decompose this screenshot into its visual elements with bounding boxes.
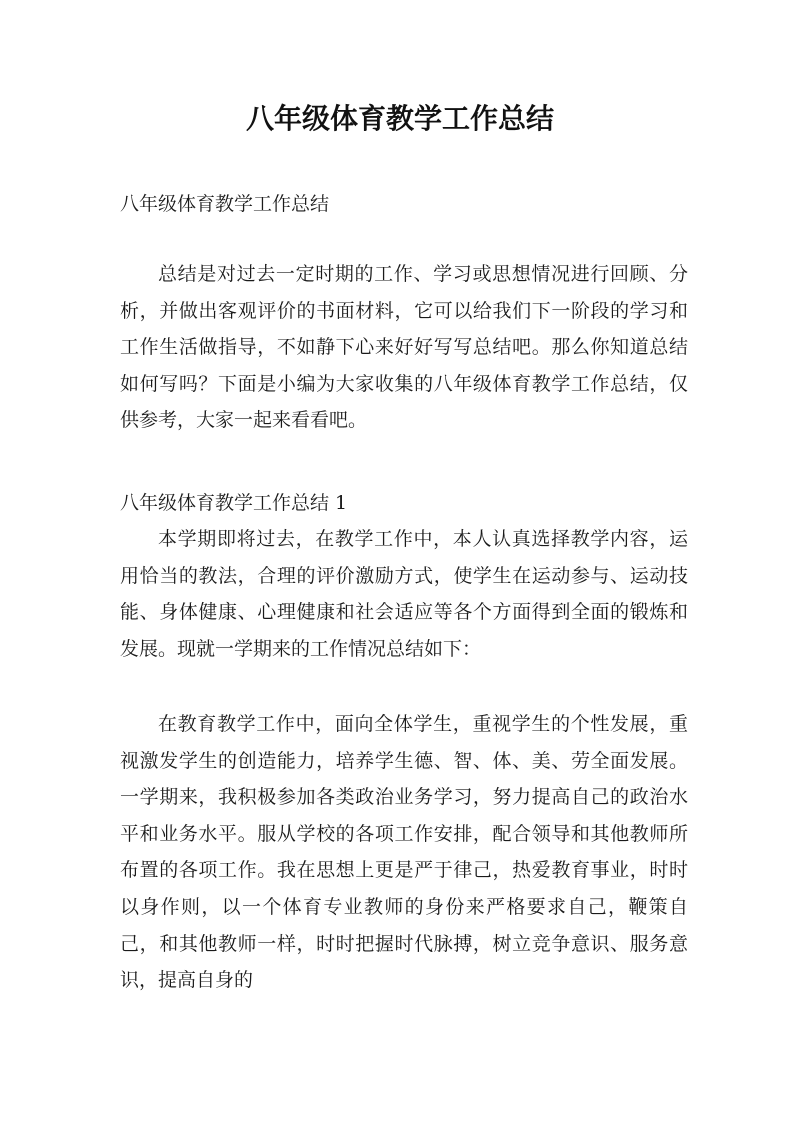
document-subtitle: 八年级体育教学工作总结 — [120, 193, 330, 215]
section-heading: 八年级体育教学工作总结 1 — [120, 492, 348, 514]
body-paragraph-2: 在教育教学工作中，面向全体学生，重视学生的个性发展，重视激发学生的创造能力，培养学生德、智、体、美、劳全面发展。一学期来，我积极参加各类政治业务学习，努力提高自己的政治水平和业务水平。服从学校的各项工作安排，配合领导和其他教师所布置的各项工作。我在思想上更是严于律己，热爱教育事业，时时以身作则，以一个体育专业教师的身份来严格要求自己，鞭策自己，和其他教师一样，时时把握时代脉搏，树立竞争意识、服务意识，提高自身的 — [120, 713, 688, 992]
body-paragraph-1: 本学期即将过去，在教学工作中，本人认真选择教学内容，运用恰当的教法，合理的评价激励方式，使学生在运动参与、运动技能、身体健康、心理健康和社会适应等各个方面得到全面的锻炼和发展。现就一学期来的工作情况总结如下： — [120, 528, 688, 660]
document-title: 八年级体育教学工作总结 — [245, 102, 554, 135]
intro-paragraph: 总结是对过去一定时期的工作、学习或思想情况进行回顾、分析，并做出客观评价的书面材料，它可以给我们下一阶段的学习和工作生活做指导，不如静下心来好好写写总结吧。那么你知道总结如何写吗？下面是小编为大家收集的八年级体育教学工作总结，仅供参考，大家一起来看看吧。 — [120, 263, 688, 432]
